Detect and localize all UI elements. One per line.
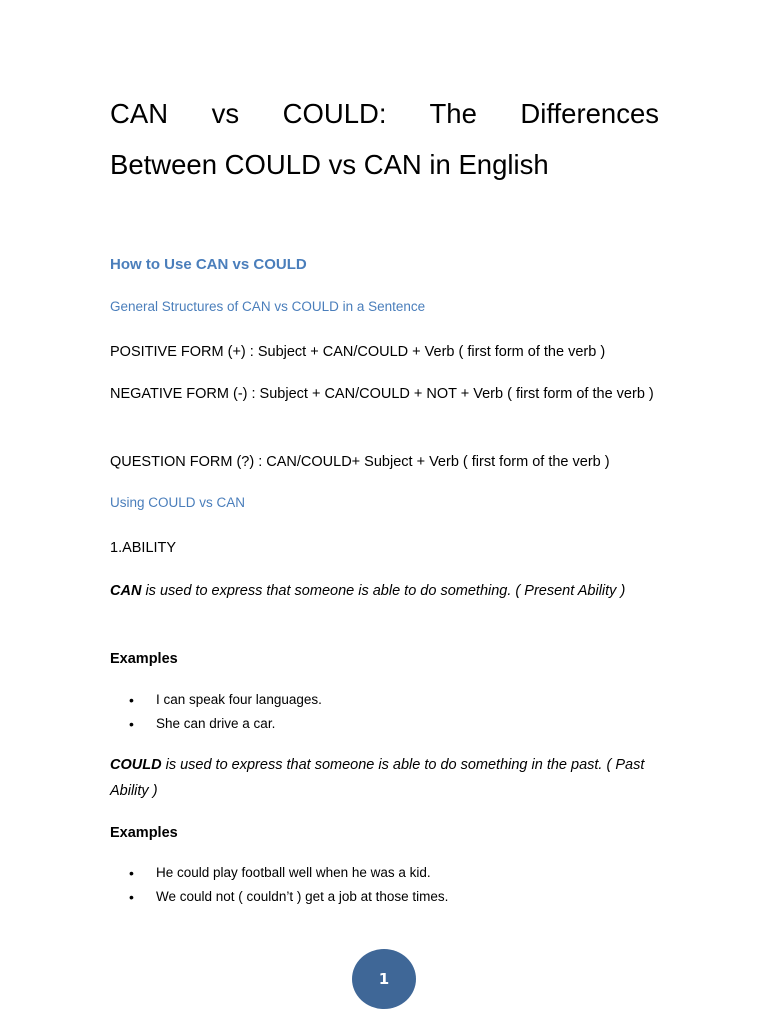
list-item: • She can drive a car. — [110, 712, 322, 736]
can-definition-text: is used to express that someone is able to do something. ( Present Ability ) — [141, 583, 626, 599]
title-line-2: Between COULD vs CAN in English — [110, 149, 549, 180]
ability-heading: 1.ABILITY — [110, 540, 177, 556]
page-number-badge: 1 — [352, 949, 416, 1009]
could-definition-text: is used to express that someone is able to do something in the past. ( Past Ability ) — [110, 757, 645, 799]
could-definition — [110, 752, 660, 804]
section-heading: How to Use CAN vs COULD — [110, 256, 307, 273]
question-form: QUESTION FORM (?) : CAN/COULD+ Subject + Verb ( first form of the verb ) — [110, 454, 610, 470]
list-item: • We could not ( couldn’t ) get a job at those times. — [110, 885, 448, 909]
can-examples-list — [110, 688, 322, 736]
structures-heading: General Structures of CAN vs COULD in a Sentence — [110, 299, 426, 314]
could-examples-list — [110, 861, 448, 909]
could-examples-label: Examples — [110, 825, 178, 841]
list-item: • I can speak four languages. — [110, 688, 322, 712]
using-heading: Using COULD vs CAN — [110, 495, 246, 510]
positive-form: POSITIVE FORM (+) : Subject + CAN/COULD + Verb ( first form of the verb ) — [110, 344, 606, 360]
title-line-1: CAN vs COULD: The Differences — [110, 98, 659, 129]
could-keyword: COULD — [110, 757, 162, 773]
negative-form: NEGATIVE FORM (-) : Subject + CAN/COULD + NOT + Verb ( first form of the verb ) — [110, 386, 654, 402]
list-item: • He could play football well when he was a kid. — [110, 861, 448, 885]
can-keyword: CAN — [110, 583, 142, 599]
can-examples-label: Examples — [110, 651, 178, 667]
can-definition — [110, 578, 660, 604]
